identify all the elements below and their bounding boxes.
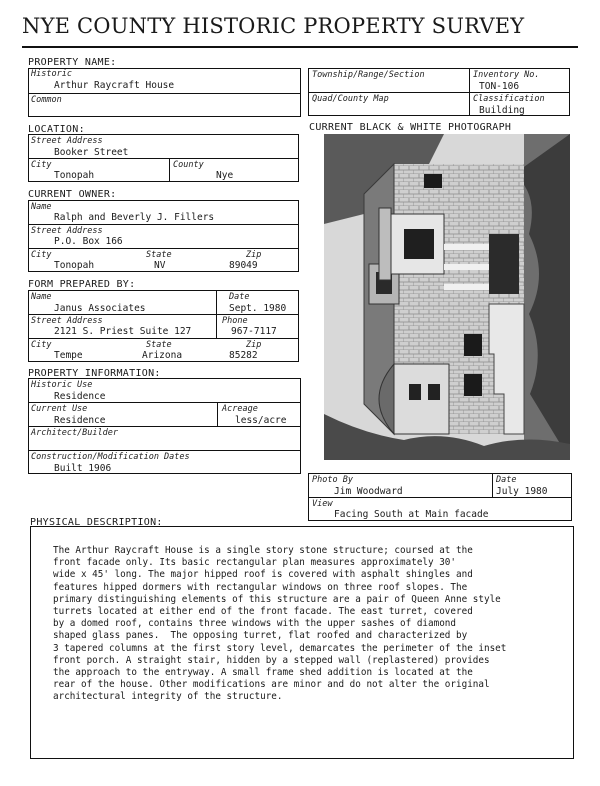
owner-heading: CURRENT OWNER:	[28, 189, 117, 200]
divider	[28, 402, 301, 403]
house-photo-art	[324, 134, 570, 460]
preparer-state-label: State	[146, 340, 172, 350]
page-title: NYE COUNTY HISTORIC PROPERTY SURVEY	[22, 14, 525, 38]
photo-by-label: Photo By	[312, 475, 353, 485]
description-line: the approach to the entryway. A small frame shed addition is located at the	[53, 667, 473, 679]
description-line: The Arthur Raycraft House is a single story stone structure; coursed at the	[53, 545, 473, 556]
divider	[217, 402, 218, 426]
historic-use-label: Historic Use	[31, 380, 93, 390]
divider	[28, 426, 301, 427]
description-line: wide x 45' long. The major hipped roof is covered with asphalt shingles and	[53, 569, 473, 581]
owner-city-label: City	[31, 250, 52, 260]
owner-zip-label: Zip	[246, 250, 262, 260]
divider	[492, 473, 493, 497]
preparer-phone-label: Phone	[222, 316, 248, 326]
divider	[28, 224, 299, 225]
township-label: Township/Range/Section	[312, 70, 425, 80]
physical-description-text	[53, 545, 563, 704]
historic-name-value: Arthur Raycraft House	[54, 80, 175, 91]
preparer-name-label: Name	[31, 292, 52, 302]
divider	[28, 248, 299, 249]
owner-name-value: Ralph and Beverly J. Fillers	[54, 212, 215, 223]
acreage-value: less/acre	[235, 415, 287, 426]
property-name-heading: PROPERTY NAME:	[28, 57, 117, 68]
preparer-date-label: Date	[229, 292, 250, 302]
owner-zip-value: 89049	[229, 260, 258, 271]
construction-value: Built 1906	[54, 463, 112, 474]
divider	[28, 338, 299, 339]
photo-date-label: Date	[496, 475, 517, 485]
divider	[308, 497, 572, 498]
preparer-city-label: City	[31, 340, 52, 350]
divider	[216, 290, 217, 338]
location-heading: LOCATION:	[28, 124, 85, 135]
physical-description-heading: PHYSICAL DESCRIPTION:	[30, 517, 163, 528]
divider	[28, 158, 299, 159]
description-line: shaped glass panes. The opposing turret, flat roofed and characterized by	[53, 630, 468, 642]
property-info-heading: PROPERTY INFORMATION:	[28, 368, 161, 379]
description-line: rear of the house. Other modifications are minor and do not alter the original	[53, 679, 490, 691]
owner-street-value: P.O. Box 166	[54, 236, 123, 247]
quad-label: Quad/County Map	[312, 94, 389, 104]
description-line: architectural integrity of the structure.	[53, 691, 283, 703]
description-line: front facade only. Its basic rectangular plan measures approximately 30'	[53, 557, 456, 569]
photo-date-value: July 1980	[496, 486, 548, 497]
architect-label: Architect/Builder	[31, 428, 118, 438]
house-photograph	[324, 134, 570, 460]
acreage-label: Acreage	[222, 404, 258, 414]
description-line: front porch. A straight stair, hidden by a stepped wall (replastered) provides	[53, 654, 490, 666]
photo-heading: CURRENT BLACK & WHITE PHOTOGRAPH	[309, 122, 512, 133]
divider	[28, 314, 299, 315]
historic-use-value: Residence	[54, 391, 106, 402]
divider	[28, 450, 301, 451]
description-line: by a domed roof, contains three windows with the upper sashes of diamond	[53, 618, 456, 630]
title-rule	[22, 46, 578, 48]
inventory-label: Inventory No.	[473, 70, 540, 80]
current-use-value: Residence	[54, 415, 106, 426]
preparer-city-value: Tempe	[54, 350, 83, 361]
current-use-label: Current Use	[31, 404, 88, 414]
prepared-by-heading: FORM PREPARED BY:	[28, 279, 136, 290]
preparer-zip-value: 85282	[229, 350, 258, 361]
owner-street-label: Street Address	[31, 226, 103, 236]
preparer-street-value: 2121 S. Priest Suite 127	[54, 326, 192, 337]
owner-state-value: NV	[154, 260, 166, 271]
common-name-label: Common	[31, 95, 62, 105]
divider	[28, 93, 301, 94]
preparer-zip-label: Zip	[246, 340, 262, 350]
classification-value: Building	[479, 105, 525, 116]
preparer-date-value: Sept. 1980	[229, 303, 287, 314]
construction-label: Construction/Modification Dates	[31, 452, 190, 462]
description-line: features hipped dormers with rectangular windows on three roof slopes. The	[53, 581, 468, 593]
description-line: 3 tapered columns at the first story level, demarcates the perimeter of the inset	[53, 642, 507, 654]
view-value: Facing South at Main facade	[334, 509, 489, 520]
preparer-state-value: Arizona	[142, 350, 183, 361]
preparer-street-label: Street Address	[31, 316, 103, 326]
location-street-label: Street Address	[31, 136, 103, 146]
location-city-value: Tonopah	[54, 170, 95, 181]
location-city-label: City	[31, 160, 52, 170]
preparer-phone-value: 967-7117	[231, 326, 277, 337]
owner-state-label: State	[146, 250, 172, 260]
divider	[169, 158, 170, 182]
inventory-value: TON-106	[479, 81, 520, 92]
location-street-value: Booker Street	[54, 147, 129, 158]
description-line: turrets located at either end of the front facade. The east turret, covered	[53, 606, 473, 618]
owner-name-label: Name	[31, 202, 52, 212]
divider	[308, 92, 570, 93]
owner-city-value: Tonopah	[54, 260, 95, 271]
classification-label: Classification	[473, 94, 545, 104]
photo-by-value: Jim Woodward	[334, 486, 403, 497]
location-county-value: Nye	[216, 170, 234, 181]
divider	[469, 68, 470, 116]
view-label: View	[312, 499, 333, 509]
historic-name-label: Historic	[31, 69, 72, 79]
description-line: primary distinguishing elements of this structure are a pair of Queen Anne style	[53, 593, 501, 605]
preparer-name-value: Janus Associates	[54, 303, 146, 314]
location-county-label: County	[173, 160, 204, 170]
